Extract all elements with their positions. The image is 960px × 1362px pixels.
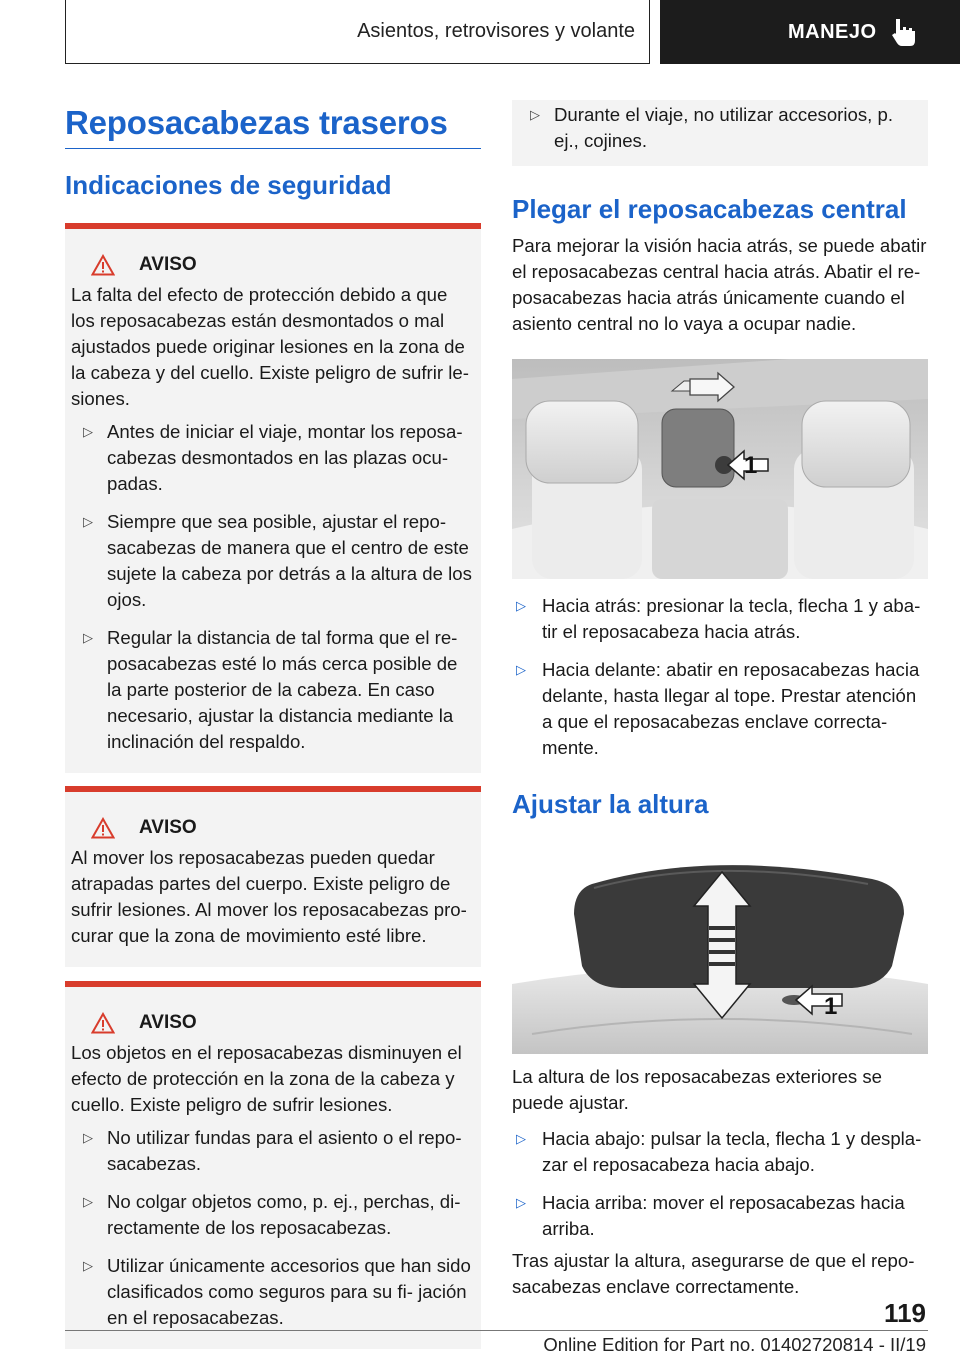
warning-box: [65, 981, 481, 1349]
figure-callout: 1: [744, 452, 758, 479]
header-chapter-label: MANEJO: [788, 20, 877, 43]
figure-callout: 1: [824, 993, 838, 1020]
warning-list: [518, 102, 922, 154]
warning-box: [65, 786, 481, 967]
list-item: ▷ No colgar objetos como, p. ej., perchas, di‐ rectamente de los reposacabezas.: [71, 1189, 475, 1241]
height-outro: Tras ajustar la altura, asegurarse de que el repo‐ sacabezas enclave correctamente.: [512, 1250, 915, 1297]
fold-intro: Para mejorar la visión hacia atrás, se puede abatir el reposacabezas central hacia atrás. Abatir el re‐ posacabezas hacia atrás únicamente cuando el asiento central no lo vaya a ocupar nadie.: [512, 235, 927, 334]
height-intro: La altura de los reposacabezas exteriores se puede ajustar.: [512, 1066, 883, 1113]
warning-list: [71, 1125, 475, 1331]
section-heading-height: Ajustar la altura: [512, 789, 709, 819]
figure-rear-headrests: [512, 359, 928, 579]
list-item: ▷ Hacia atrás: presionar la tecla, flecha 1 y aba‐ tir el reposacabeza hacia atrás.: [512, 593, 928, 645]
footer-divider: [65, 1330, 928, 1331]
warning-header: [71, 251, 475, 279]
warning-label: AVISO: [139, 1012, 197, 1033]
right-column: [512, 100, 928, 1300]
page-header: [0, 0, 960, 66]
fold-list: [512, 593, 928, 761]
warning-triangle-icon: [91, 817, 115, 839]
page-title: Reposacabezas traseros: [65, 100, 481, 149]
warning-list: [71, 419, 475, 755]
warning-text: La falta del efecto de protección debido a que los reposacabezas están desmontados o mal ajustados puede originar lesiones en la zona de la cabeza y del cuello. Existe peligro de sufrir le‐ siones.: [71, 284, 469, 409]
warning-label: AVISO: [139, 817, 197, 838]
list-item: ▷ Durante el viaje, no utilizar accesorios, p. ej., cojines.: [518, 102, 922, 154]
headrest-height-illustration: [512, 854, 928, 1054]
warning-triangle-icon: [91, 254, 115, 276]
warning-text: Los objetos en el reposacabezas disminuyen el efecto de protección en la zona de la cabeza y cuello. Existe peligro de sufrir lesiones.: [71, 1042, 462, 1115]
page-number: 119: [884, 1298, 926, 1328]
height-list: [512, 1126, 928, 1242]
warning-box-continued: [512, 100, 928, 166]
list-item: ▷ Regular la distancia de tal forma que el re‐ posacabezas esté lo más cerca posible de la parte posterior de la cabeza. En caso necesario, ajustar la distancia mediante la inclinación del respaldo.: [71, 625, 475, 755]
header-section-box: [65, 0, 650, 64]
list-item: ▷ Hacia delante: abatir en reposacabezas hacia delante, hasta llegar al tope. Prestar atención a que el reposacabezas enclave correcta‐ mente.: [512, 657, 928, 761]
warning-box: [65, 223, 481, 773]
list-item: ▷ Antes de iniciar el viaje, montar los reposa‐ cabezas desmontados en las plazas ocu‐ padas.: [71, 419, 475, 497]
header-section-title: Asientos, retrovisores y volante: [357, 20, 635, 42]
list-item: ▷ Hacia arriba: mover el reposacabezas hacia arriba.: [512, 1190, 928, 1242]
warning-header: [71, 814, 475, 842]
warning-text: Al mover los reposacabezas pueden quedar atrapadas partes del cuerpo. Existe peligro de sufrir lesiones. Al mover los reposacabezas pro‐ curar que la zona de movimiento esté libre.: [71, 847, 467, 946]
warning-header: [71, 1009, 475, 1037]
figure-headrest-height: [512, 854, 928, 1054]
warning-label: AVISO: [139, 254, 197, 275]
left-column: [65, 100, 481, 1349]
hand-pointer-icon: [891, 17, 917, 47]
list-item: ▷ Hacia abajo: pulsar la tecla, flecha 1 y despla‐ zar el reposacabeza hacia abajo.: [512, 1126, 928, 1178]
edition-note: Online Edition for Part no. 01402720814 - II/19: [543, 1334, 926, 1355]
header-chapter-tab: [660, 0, 960, 64]
warning-triangle-icon: [91, 1012, 115, 1034]
section-heading-fold: Plegar el reposacabezas central: [512, 194, 907, 224]
list-item: ▷ Siempre que sea posible, ajustar el repo‐ sacabezas de manera que el centro de este sujete la cabeza por detrás a la altura de los ojos.: [71, 509, 475, 613]
section-heading-safety: Indicaciones de seguridad: [65, 170, 392, 200]
list-item: ▷ No utilizar fundas para el asiento o el repo‐ sacabezas.: [71, 1125, 475, 1177]
rear-seat-illustration: [512, 359, 928, 579]
list-item: ▷ Utilizar únicamente accesorios que han sido clasificados como seguros para su fi‐ jación en el reposacabezas.: [71, 1253, 475, 1331]
